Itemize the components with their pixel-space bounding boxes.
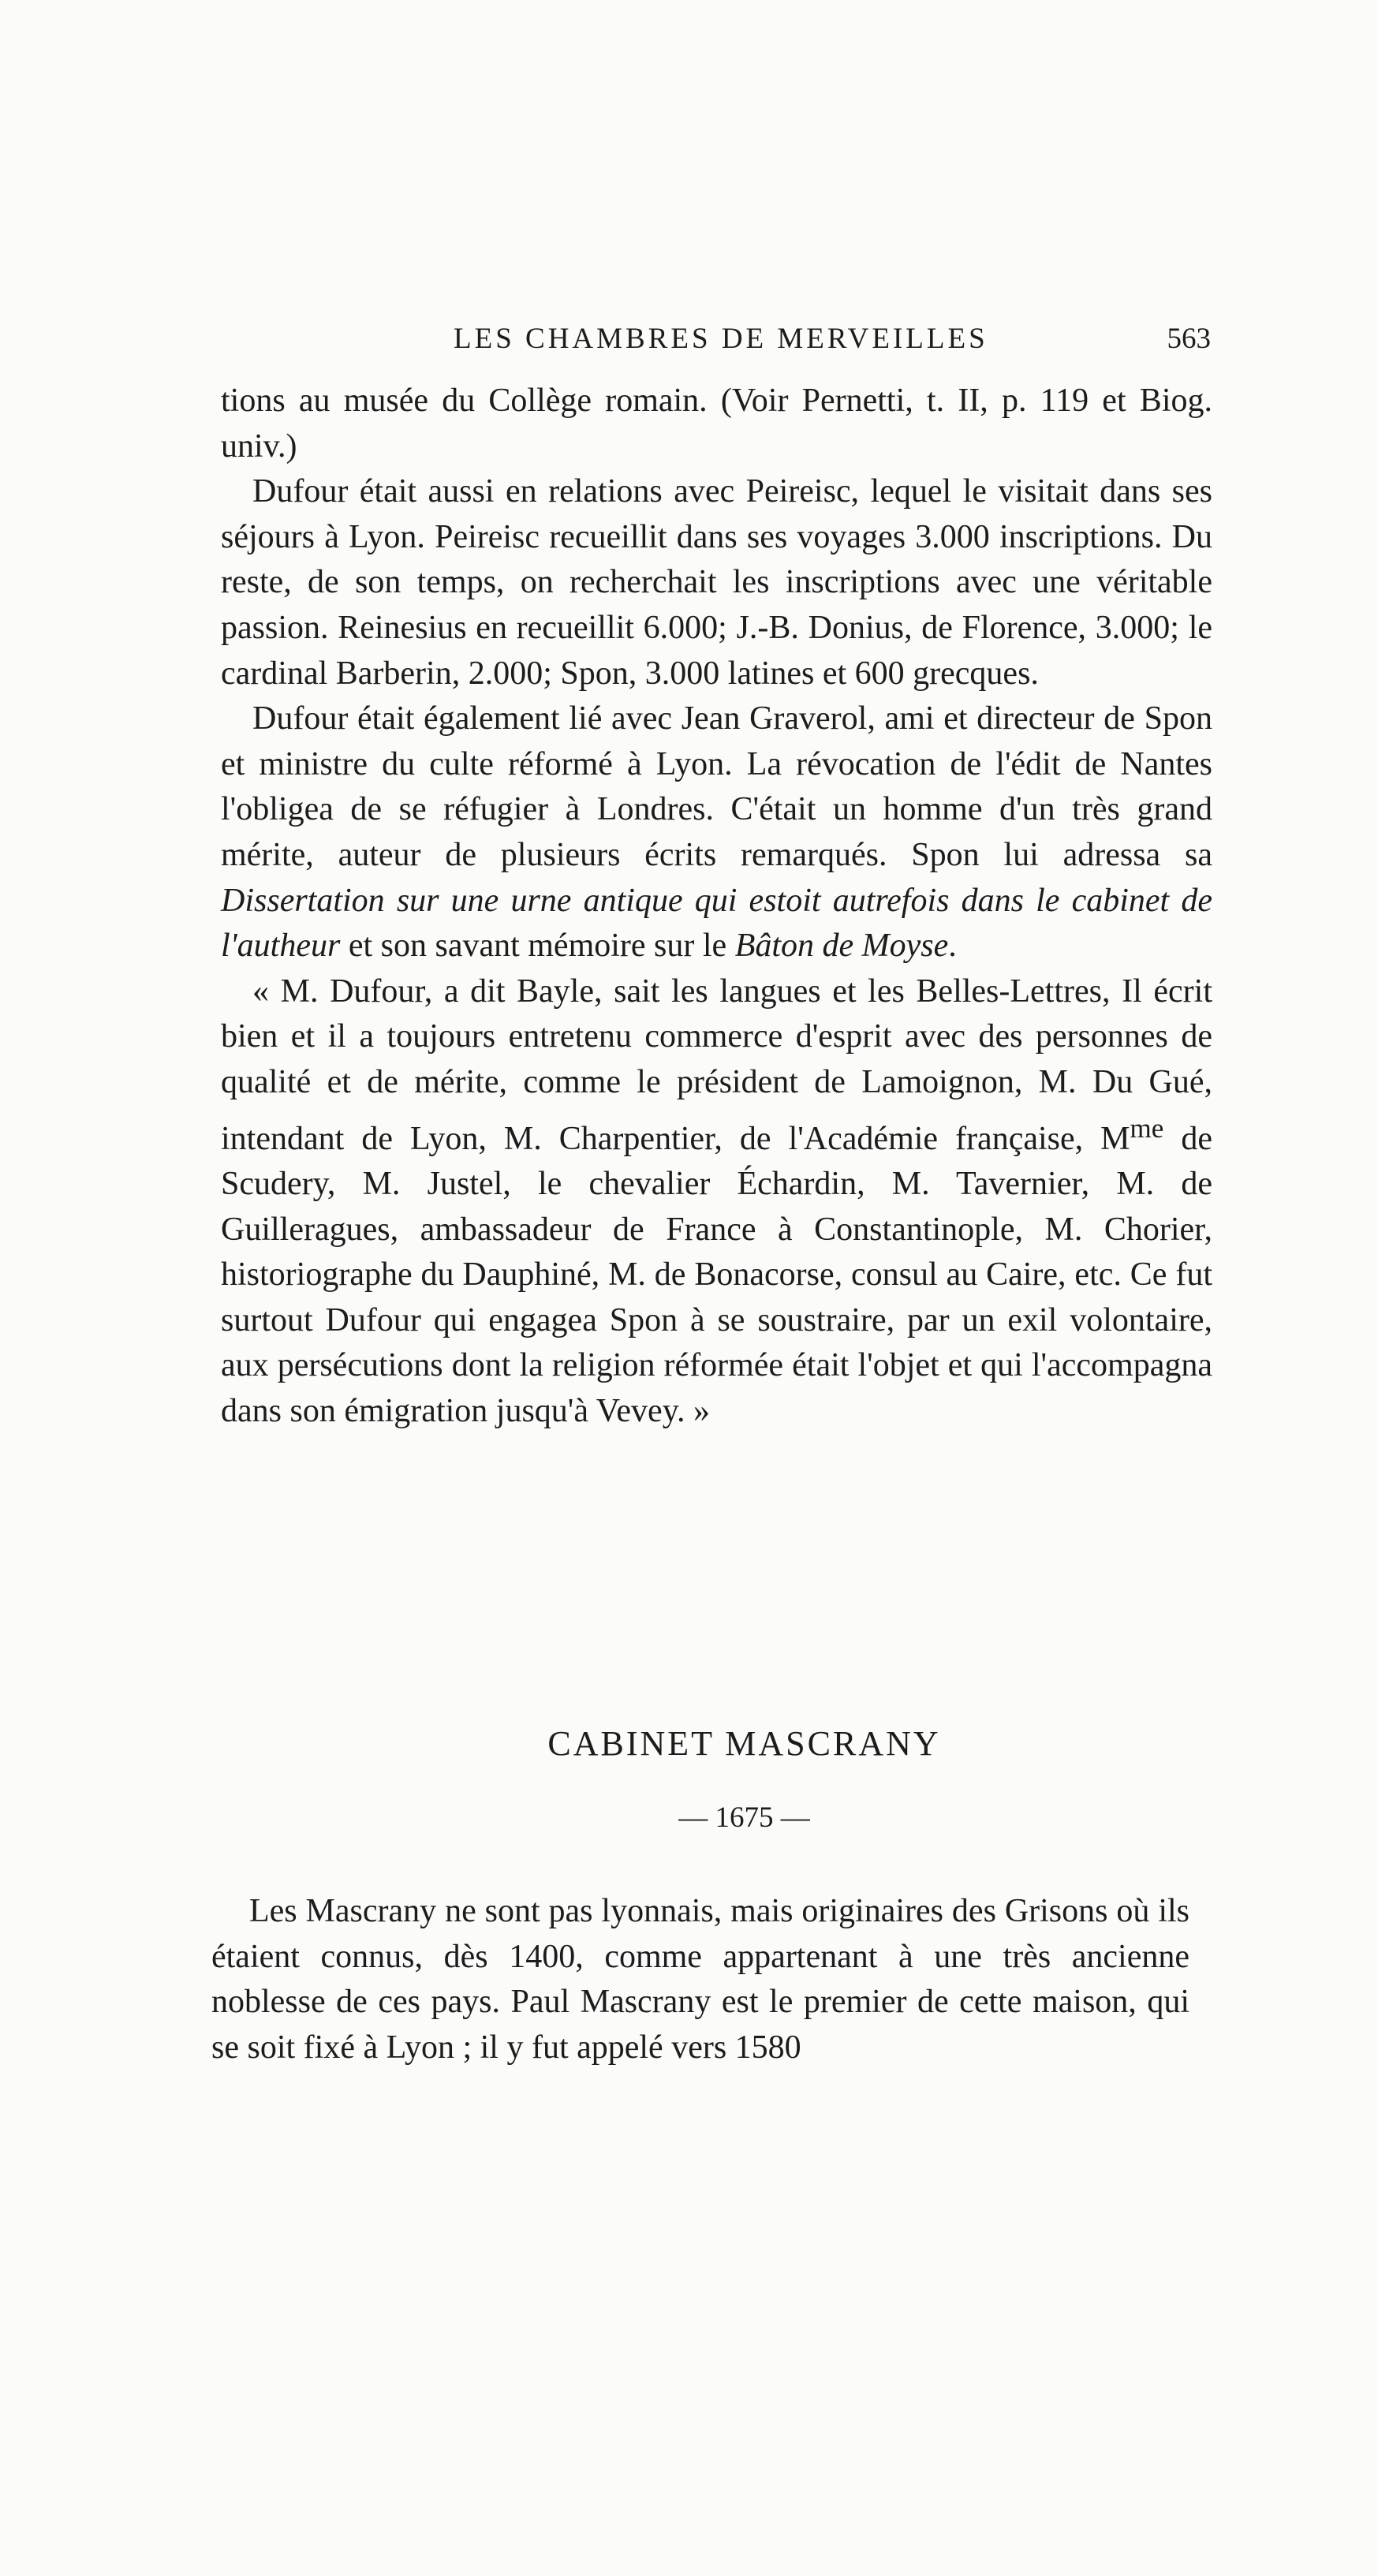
paragraph: Dufour était aussi en relations avec Peireisc, lequel le visitait dans ses séjours à Lyon. Peireisc recueillit dans ses voyages 3.000 inscriptions. Du reste, de son temps, on recherchait les inscriptions avec une véritable passion. Reinesius en recueillit 6.000; J.-B. Donius, de Florence, 3.000; le cardinal Barberin, 2.000; Spon, 3.000 latines et 600 grecques. bbox=[221, 473, 1212, 692]
section-title: CABINET MASCRANY bbox=[547, 1724, 941, 1763]
paragraph bbox=[221, 969, 1212, 1435]
page-number: 563 bbox=[1167, 323, 1211, 355]
paragraph: tions au musée du Collège romain. (Voir Pernetti, t. II, p. 119 et Biog. univ.) bbox=[221, 383, 1212, 465]
paragraph bbox=[221, 696, 1212, 969]
text-run: « M. Dufour, a dit Bayle, sait les langues et les Belles-Lettres, Il écrit bien et il a toujours entretenu commerce d'esprit avec des personnes de qualité et de mérite, comme le président de Lamoignon, M. Du Gué, intendant de Lyon, M. Charpentier, de l'Académie française, M bbox=[221, 973, 1212, 1157]
running-title: LES CHAMBRES DE MERVEILLES bbox=[454, 323, 988, 355]
italic-title: Dissertation sur une urne antique qui estoit autrefois dans le cabinet de l'autheur bbox=[221, 882, 1212, 965]
body-text bbox=[221, 379, 1212, 1435]
text-run: de Scudery, M. Justel, le chevalier Échardin, M. Tavernier, M. de Guilleragues, ambassadeur de France à Constantinople, M. Chorier, historiographe du Dauphiné, M. de Bonacorse, consul au Caire, etc. Ce fut surtout Dufour qui engagea Spon à se soustraire, par un exil volontaire, aux persécutions dont la religion réformée était l'objet et qui l'accompagna dans son émigration jusqu'à Vevey. » bbox=[221, 1120, 1212, 1430]
text-run: et son savant mémoire sur le bbox=[340, 928, 735, 965]
section-year: — 1675 — bbox=[678, 1801, 810, 1834]
superscript: me bbox=[1130, 1112, 1164, 1144]
page-header bbox=[229, 322, 1211, 369]
text-run: . bbox=[948, 928, 957, 965]
paragraph: Les Mascrany ne sont pas lyonnais, mais originaires des Grisons où ils étaient connus, dès 1400, comme appartenant à une très ancienne noblesse de ces pays. Paul Mascrany est le premier de cette maison, qui se soit fixé à Lyon ; il y fut appelé vers 1580 bbox=[211, 1893, 1189, 2066]
italic-title: Bâton de Moyse bbox=[734, 928, 949, 965]
section-body bbox=[211, 1889, 1189, 2070]
text-run: Dufour était également lié avec Jean Graverol, ami et directeur de Spon et ministre du culte réformé à Lyon. La révocation de l'édit de Nantes l'obligea de se réfugier à Londres. C'était un homme d'un très grand mérite, auteur de plusieurs écrits remarqués. Spon lui adressa sa bbox=[221, 700, 1212, 873]
